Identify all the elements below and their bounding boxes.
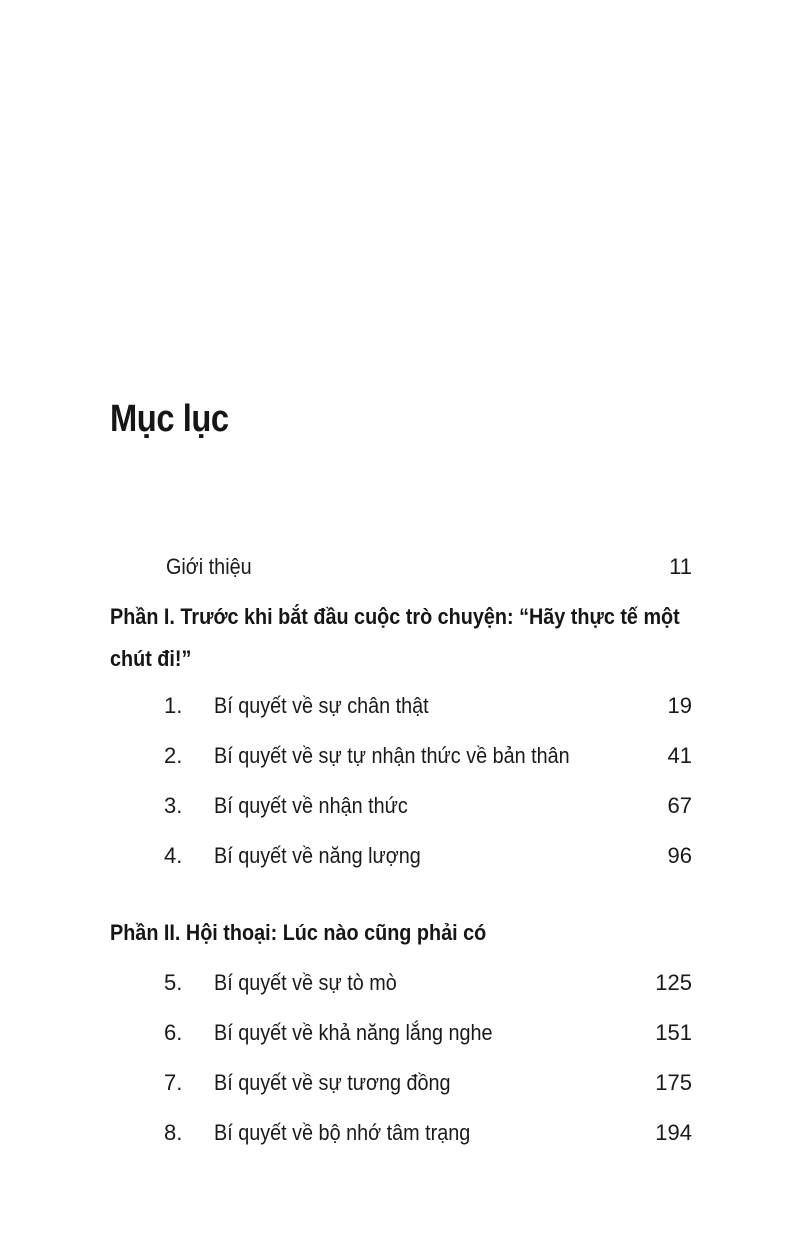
- part-heading-2: [110, 912, 641, 954]
- toc-entry-label: Giới thiệu: [166, 554, 252, 579]
- toc-entry-intro: [0, 550, 800, 584]
- toc-entry-chapter-1: [0, 689, 800, 723]
- chapter-page: 151: [655, 1020, 692, 1045]
- toc-entry-chapter-6: [0, 1016, 800, 1050]
- toc-entry-chapter-5: [0, 966, 800, 1000]
- chapter-number: 2.: [164, 743, 183, 768]
- chapter-label: Bí quyết về khả năng lắng nghe: [214, 1020, 493, 1045]
- chapter-number: 1.: [164, 693, 183, 718]
- chapter-number: 5.: [164, 970, 183, 995]
- chapter-label: Bí quyết về sự chân thật: [214, 693, 429, 718]
- toc-entry-page: 11: [669, 554, 692, 579]
- chapter-page: 96: [667, 843, 692, 868]
- chapter-label: Bí quyết về năng lượng: [214, 843, 421, 868]
- chapter-page: 41: [667, 743, 692, 768]
- part-heading-line: chút đi!”: [110, 646, 192, 671]
- chapter-page: 67: [667, 793, 692, 818]
- toc-entry-chapter-3: [0, 789, 800, 823]
- chapter-label: Bí quyết về sự tự nhận thức về bản thân: [214, 743, 570, 768]
- chapter-number: 8.: [164, 1120, 183, 1145]
- chapter-label: Bí quyết về sự tò mò: [214, 970, 397, 995]
- chapter-number: 7.: [164, 1070, 183, 1095]
- toc-entry-chapter-2: [0, 739, 800, 773]
- chapter-page: 194: [655, 1120, 692, 1145]
- part-heading-1: [110, 596, 680, 680]
- chapter-number: 6.: [164, 1020, 183, 1045]
- toc-entry-chapter-4: [0, 839, 800, 873]
- part-heading-line: Phần I. Trước khi bắt đầu cuộc trò chuyện: “Hãy thực tế một: [110, 604, 680, 629]
- page-title: Mục lục: [110, 398, 229, 440]
- chapter-number: 4.: [164, 843, 183, 868]
- toc-entry-chapter-7: [0, 1066, 800, 1100]
- chapter-label: Bí quyết về nhận thức: [214, 793, 408, 818]
- chapter-page: 19: [667, 693, 692, 718]
- part-heading-line: Phần II. Hội thoại: Lúc nào cũng phải có: [110, 920, 487, 945]
- chapter-page: 175: [655, 1070, 692, 1095]
- chapter-label: Bí quyết về bộ nhớ tâm trạng: [214, 1120, 471, 1145]
- chapter-number: 3.: [164, 793, 183, 818]
- chapter-label: Bí quyết về sự tương đồng: [214, 1070, 451, 1095]
- toc-entry-chapter-8: [0, 1116, 800, 1150]
- chapter-page: 125: [655, 970, 692, 995]
